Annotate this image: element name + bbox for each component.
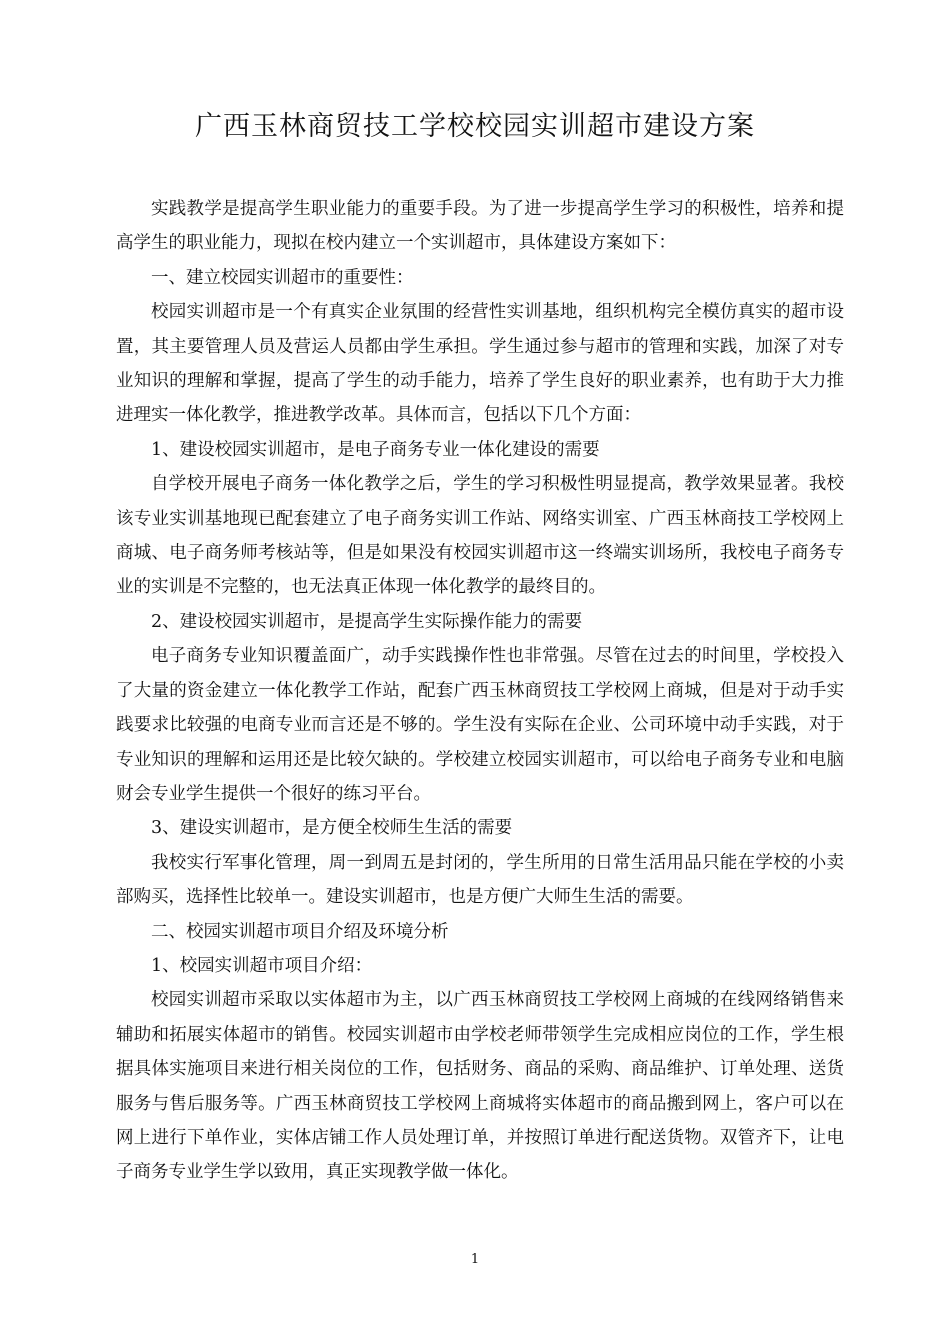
importance-paragraph: 校园实训超市是一个有真实企业氛围的经营性实训基地，组织机构完全模仿真实的超市设置，其主要管理人员及营运人员都由学生承担。学生通过参与超市的管理和实践，加深了对专业知识的理解和掌握，提高了学生的动手能力，培养了学生良好的职业素养，也有助于大力推进理实一体化教学，推进教学改革。具体而言，包括以下几个方面： xyxy=(116,302,844,426)
subheading-ecommerce-integration: 1、建设校园实训超市，是电子商务专业一体化建设的需要 xyxy=(151,439,600,460)
project-intro-paragraph: 校园实训超市采取以实体超市为主，以广西玉林商贸技工学校网上商城的在线网络销售来辅助和拓展实体超市的销售。校园实训超市由学校老师带领学生完成相应岗位的工作，学生根据具体实施项目来进行相关岗位的工作，包括财务、商品的采购、商品维护、订单处理、送货服务与售后服务等。广西玉林商贸技工学校网上商城将实体超市的商品搬到网上，客户可以在网上进行下单作业，实体店铺工作人员处理订单，并按照订单进行配送货物。双管齐下，让电子商务专业学生学以致用，真正实现教学做一体化。 xyxy=(116,990,844,1183)
page-number: 1 xyxy=(470,1252,480,1267)
subheading-campus-life: 3、建设实训超市，是方便全校师生生活的需要 xyxy=(151,818,513,839)
section-heading-importance: 一、建立校园实训超市的重要性： xyxy=(151,267,414,288)
campus-life-paragraph: 我校实行军事化管理，周一到周五是封闭的，学生所用的日常生活用品只能在学校的小卖部购买，选择性比较单一。建设实训超市，也是方便广大师生生活的需要。 xyxy=(116,852,844,908)
document-body xyxy=(116,192,844,1190)
subheading-project-intro: 1、校园实训超市项目介绍： xyxy=(151,955,373,976)
intro-paragraph: 实践教学是提高学生职业能力的重要手段。为了进一步提高学生学习的积极性，培养和提高学生的职业能力，现拟在校内建立一个实训超市，具体建设方案如下： xyxy=(116,199,844,254)
document-title: 广西玉林商贸技工学校校园实训超市建设方案 xyxy=(195,111,755,142)
subheading-practical-ability: 2、建设校园实训超市，是提高学生实际操作能力的需要 xyxy=(151,611,583,632)
ecommerce-integration-paragraph: 自学校开展电子商务一体化教学之后，学生的学习积极性明显提高，教学效果显著。我校该专业实训基地现已配套建立了电子商务实训工作站、网络实训室、广西玉林商技工学校网上商城、电子商务师考核站等，但是如果没有校园实训超市这一终端实训场所，我校电子商务专业的实训是不完整的，也无法真正体现一体化教学的最终目的。 xyxy=(116,474,844,598)
practical-ability-paragraph: 电子商务专业知识覆盖面广，动手实践操作性也非常强。尽管在过去的时间里，学校投入了大量的资金建立一体化教学工作站，配套广西玉林商贸技工学校网上商城，但是对于动手实践要求比较强的电商专业而言还是不够的。学生没有实际在企业、公司环境中动手实践，对于专业知识的理解和运用还是比较欠缺的。学校建立校园实训超市，可以给电子商务专业和电脑财会专业学生提供一个很好的练习平台。 xyxy=(116,646,844,804)
section-heading-project-intro: 二、校园实训超市项目介绍及环境分析 xyxy=(151,921,449,942)
